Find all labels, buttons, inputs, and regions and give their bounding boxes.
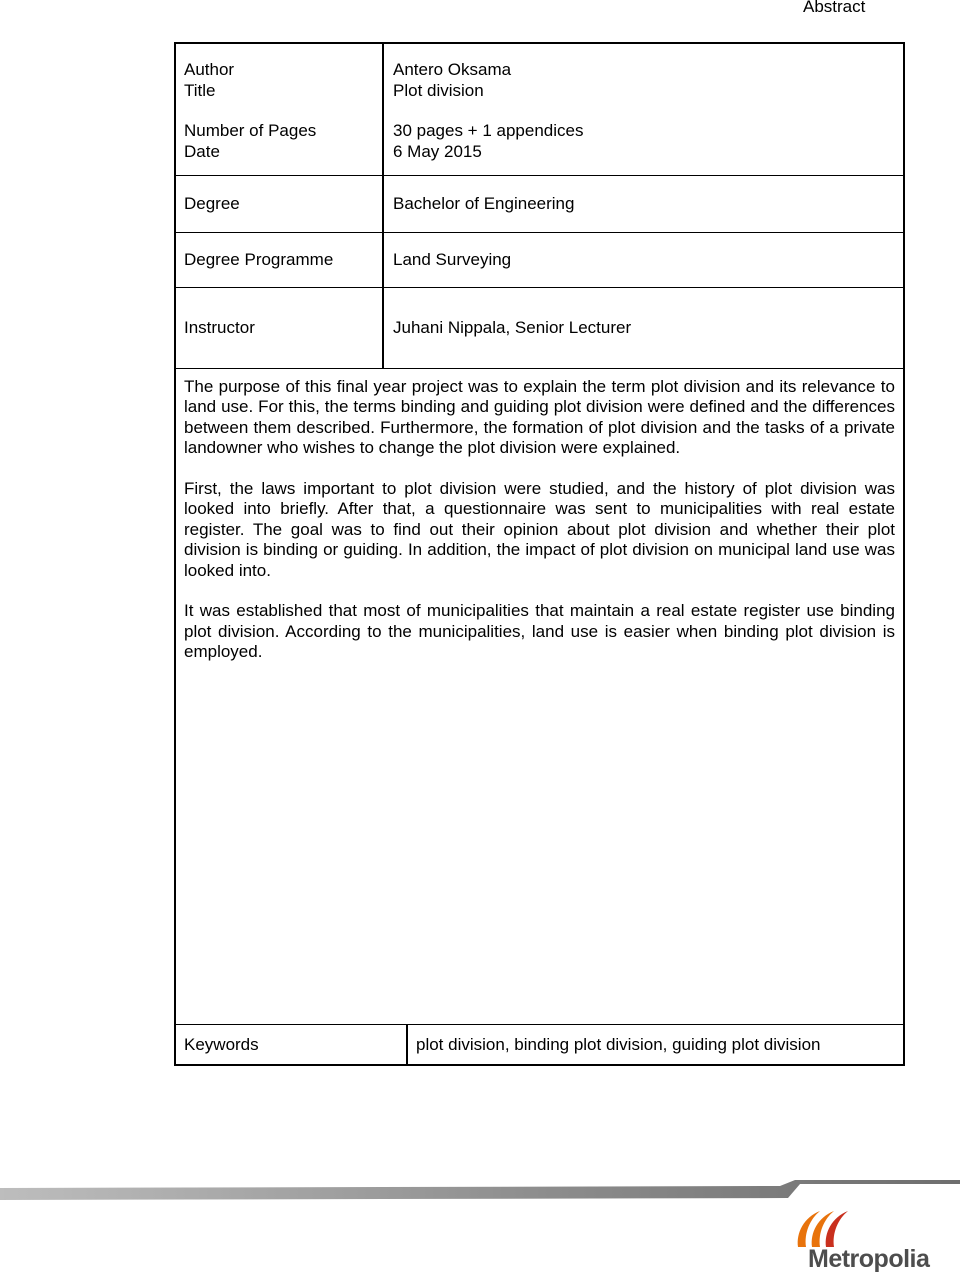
programme-label: Degree Programme	[184, 250, 334, 269]
abstract-paragraph-1: The purpose of this final year project was to explain the term plot division and its relevance to land use. For this, the terms binding and guiding plot division were defined and the differences between them described. Furthermore, the formation of plot division and the tasks of a private landowner who wishes to change the plot division were explained.	[184, 377, 895, 458]
abstract-body	[184, 377, 895, 683]
info-row-main	[176, 44, 903, 176]
instructor-row	[176, 288, 903, 369]
programme-value: Land Surveying	[393, 250, 512, 269]
author-value: Antero Oksama	[393, 60, 512, 79]
keywords-row	[176, 1024, 903, 1064]
keywords-value: plot division, binding plot division, guiding plot division	[416, 1035, 821, 1054]
programme-row	[176, 233, 903, 288]
degree-value: Bachelor of Engineering	[393, 194, 575, 213]
pages-value: 30 pages + 1 appendices	[393, 121, 584, 140]
abstract-paragraph-3: It was established that most of municipalities that maintain a real estate register use binding plot division. According to the municipalities, land use is easier when binding plot division is employed.	[184, 601, 895, 662]
degree-label: Degree	[184, 194, 240, 213]
metropolia-logo-text: Metropolia	[808, 1245, 930, 1273]
title-value: Plot division	[393, 81, 484, 100]
author-label: Author	[184, 60, 235, 79]
instructor-value: Juhani Nippala, Senior Lecturer	[393, 318, 632, 337]
keywords-label: Keywords	[184, 1035, 259, 1054]
pages-label: Number of Pages	[184, 121, 317, 140]
page-header-label: Abstract	[803, 0, 866, 16]
abstract-paragraph-2: First, the laws important to plot division were studied, and the history of plot division was looked into briefly. After that, a questionnaire was sent to municipalities with real estate register. The goal was to find out their opinion about plot division and whether their plot division is binding or guiding. In addition, the impact of plot division on municipal land use was looked into.	[184, 479, 895, 580]
abstract-form	[174, 42, 905, 1066]
degree-row	[176, 176, 903, 233]
metropolia-logo-icon	[790, 1205, 860, 1250]
date-label: Date	[184, 142, 220, 161]
title-label: Title	[184, 81, 216, 100]
instructor-label: Instructor	[184, 318, 255, 337]
date-value: 6 May 2015	[393, 142, 482, 161]
